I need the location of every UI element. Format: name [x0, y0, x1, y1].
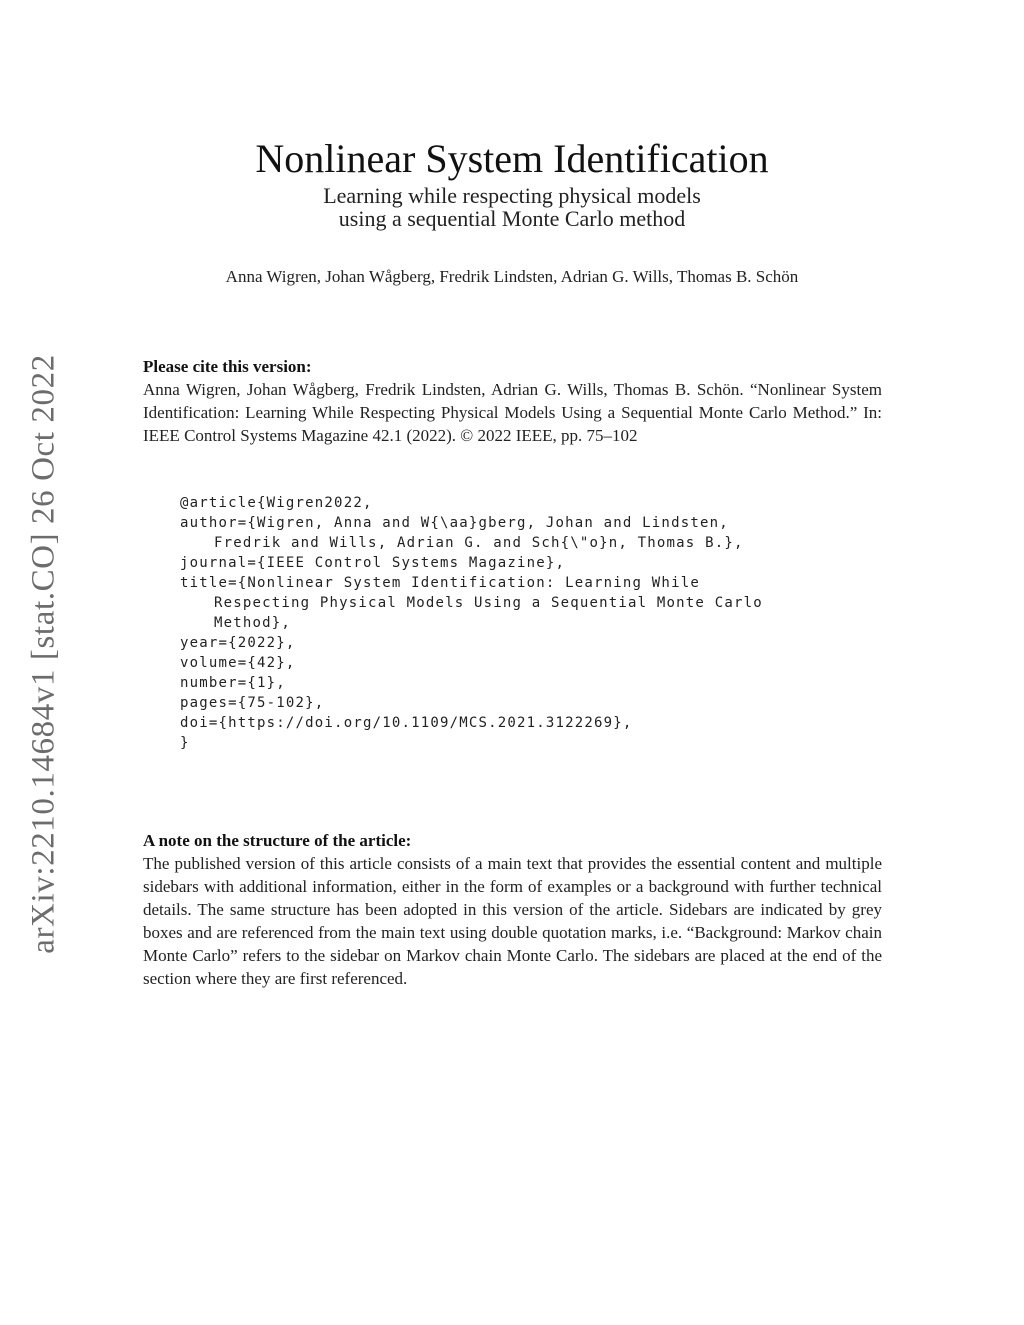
bibtex-line: year={2022},	[180, 635, 296, 651]
bibtex-line: }	[180, 735, 190, 751]
bibtex-line: number={1},	[180, 675, 286, 691]
arxiv-stamp: arXiv:2210.14684v1 [stat.CO] 26 Oct 2022	[25, 354, 62, 954]
title-block	[0, 134, 1024, 230]
bibtex-block	[180, 493, 763, 753]
author-list: Anna Wigren, Johan Wågberg, Fredrik Lindsten, Adrian G. Wills, Thomas B. Schön	[225, 267, 799, 286]
bibtex-line: doi={https://doi.org/10.1109/MCS.2021.3122269},	[180, 715, 633, 731]
citation-heading: Please cite this version:	[143, 357, 312, 376]
bibtex-line: journal={IEEE Control Systems Magazine},	[180, 555, 566, 571]
paper-subtitle-line-1: Learning while respecting physical models	[323, 183, 701, 208]
paper-subtitle-line-2: using a sequential Monte Carlo method	[338, 206, 686, 231]
bibtex-line: pages={75-102},	[180, 695, 325, 711]
bibtex-line: volume={42},	[180, 655, 296, 671]
bibtex-line: Method},	[214, 615, 292, 631]
bibtex-line: Respecting Physical Models Using a Sequential Monte Carlo	[214, 595, 763, 611]
citation-section	[143, 355, 882, 447]
bibtex-line: title={Nonlinear System Identification: Learning While	[180, 575, 700, 591]
citation-text: Anna Wigren, Johan Wågberg, Fredrik Lindsten, Adrian G. Wills, Thomas B. Schön. “Nonlinear System Identification: Learning While Respecting Physical Models Using a Sequential Monte Carlo Method.” In: IEEE Control Systems Magazine 42.1 (2022). © 2022 IEEE, pp. 75–102	[143, 380, 882, 445]
structure-note-section	[143, 829, 882, 990]
paper-title: Nonlinear System Identification	[255, 136, 769, 181]
structure-note-heading: A note on the structure of the article:	[143, 831, 412, 850]
bibtex-line: @article{Wigren2022,	[180, 495, 373, 511]
bibtex-line: author={Wigren, Anna and W{\aa}gberg, Johan and Lindsten,	[180, 515, 729, 531]
bibtex-line: Fredrik and Wills, Adrian G. and Sch{\"o}n, Thomas B.},	[214, 535, 744, 551]
structure-note-text: The published version of this article consists of a main text that provides the essential content and multiple sidebars with additional information, either in the form of examples or a background with further technical details. The same structure has been adopted in this version of the article. Sidebars are indicated by grey boxes and are referenced from the main text using double quotation marks, i.e. “Background: Markov chain Monte Carlo” refers to the sidebar on Markov chain Monte Carlo. The sidebars are placed at the end of the section where they are first referenced.	[143, 854, 882, 988]
